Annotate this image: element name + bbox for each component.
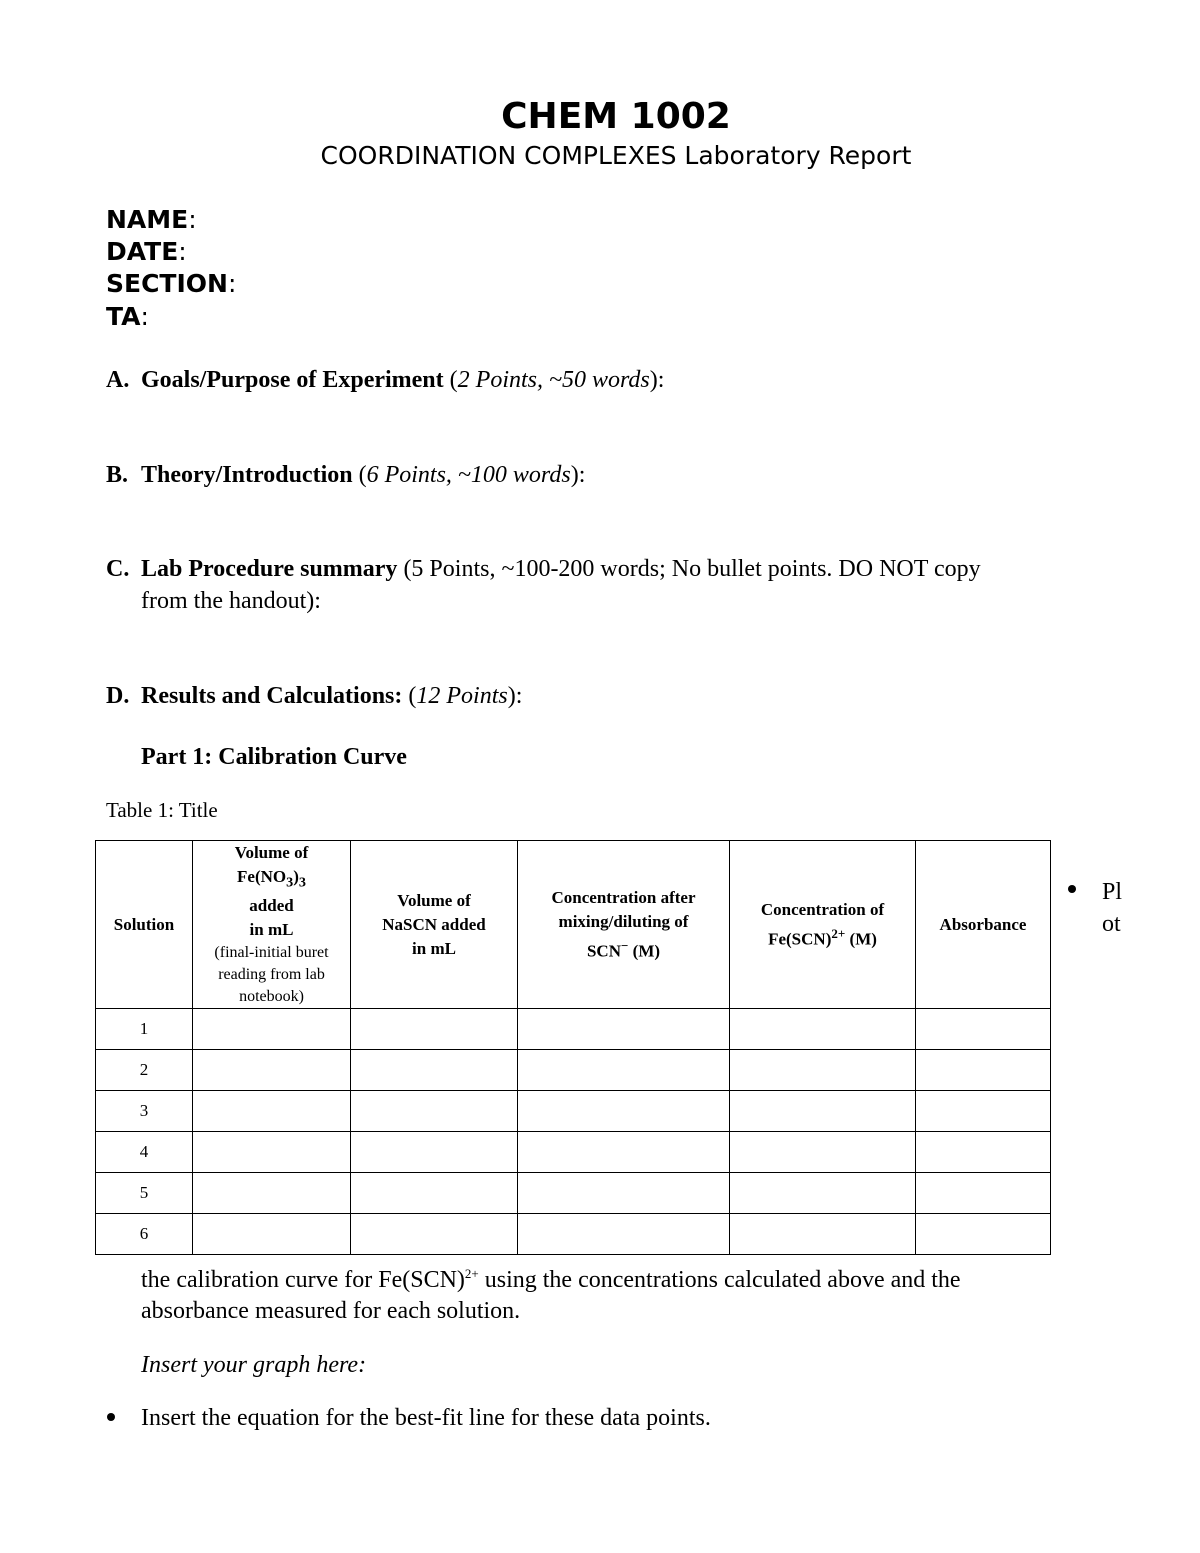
calibration-instruction-line1: the calibration curve for Fe(SCN)$^{2+}$ using the concentrations calculated above and the [141, 1266, 961, 1293]
cell-conc-fescn[interactable] [730, 1009, 916, 1050]
equation-instruction: Insert the equation for the best-fit line for these data points. [141, 1405, 711, 1431]
cell-conc-mix[interactable] [518, 1173, 730, 1214]
cell-conc-mix[interactable] [518, 1050, 730, 1091]
part1-heading: Part 1: Calibration Curve [141, 744, 407, 770]
table-row [96, 1091, 1051, 1132]
cell-conc-fescn[interactable] [730, 1050, 916, 1091]
cell-conc-mix[interactable] [518, 1214, 730, 1255]
cell-conc-mix[interactable] [518, 1009, 730, 1050]
header-concentration-fescn: Concentration of Fe(SCN)$^{2+}$ (M) [730, 841, 916, 1009]
cell-volume-nascn[interactable] [351, 1009, 518, 1050]
cell-conc-mix[interactable] [518, 1132, 730, 1173]
header-solution: Solution [96, 841, 193, 1009]
table-row [96, 1009, 1051, 1050]
table-header-row [96, 841, 1051, 1009]
cell-conc-mix[interactable] [518, 1091, 730, 1132]
header-volume-nascn: Volume of NaSCN added in mL [351, 841, 518, 1009]
bullet-icon [1068, 885, 1076, 893]
table-row [96, 1173, 1051, 1214]
section-c-heading: C. Lab Procedure summary (5 Points, ~100-200 words; No bullet points. DO NOT copy [106, 556, 981, 582]
insert-graph-prompt: Insert your graph here: [141, 1352, 367, 1378]
course-title: CHEM 1002 [501, 96, 731, 137]
cell-absorbance[interactable] [916, 1009, 1051, 1050]
cell-volume-fe[interactable] [193, 1214, 351, 1255]
table-row [96, 1050, 1051, 1091]
solution-number: 6 [96, 1214, 193, 1255]
solution-number: 2 [96, 1050, 193, 1091]
cell-volume-nascn[interactable] [351, 1173, 518, 1214]
table-caption: Table 1: Title [106, 798, 218, 822]
calibration-table [95, 840, 1051, 1255]
report-subtitle: COORDINATION COMPLEXES Laboratory Report [320, 141, 912, 170]
cell-absorbance[interactable] [916, 1091, 1051, 1132]
name-field: NAME: [106, 205, 197, 234]
cell-volume-nascn[interactable] [351, 1214, 518, 1255]
solution-number: 3 [96, 1091, 193, 1132]
header-concentration-mixing: Concentration after mixing/diluting of SCN− (M) [518, 841, 730, 1009]
table-row [96, 1214, 1051, 1255]
solution-number: 1 [96, 1009, 193, 1050]
cell-volume-fe[interactable] [193, 1173, 351, 1214]
section-field: SECTION: [106, 269, 237, 298]
header-volume-fe: Volume of $Fe(NO_3)_3$ added in mL (final-initial buret reading from lab notebook) [193, 841, 351, 1009]
solution-number: 5 [96, 1173, 193, 1214]
table-row [96, 1132, 1051, 1173]
header-absorbance: Absorbance [916, 841, 1051, 1009]
cell-conc-fescn[interactable] [730, 1132, 916, 1173]
cell-conc-fescn[interactable] [730, 1214, 916, 1255]
bullet-icon [107, 1413, 115, 1421]
cell-absorbance[interactable] [916, 1214, 1051, 1255]
cell-volume-nascn[interactable] [351, 1132, 518, 1173]
date-field: DATE: [106, 237, 187, 266]
cell-absorbance[interactable] [916, 1132, 1051, 1173]
section-b-heading: B. Theory/Introduction (6 Points, ~100 words): [106, 462, 586, 488]
plot-bullet-text: Pl ot [1102, 879, 1123, 937]
cell-volume-fe[interactable] [193, 1132, 351, 1173]
cell-absorbance[interactable] [916, 1050, 1051, 1091]
section-d-heading: D. Results and Calculations: (12 Points): [106, 683, 523, 709]
cell-volume-fe[interactable] [193, 1009, 351, 1050]
cell-volume-nascn[interactable] [351, 1091, 518, 1132]
cell-conc-fescn[interactable] [730, 1091, 916, 1132]
cell-volume-nascn[interactable] [351, 1050, 518, 1091]
cell-volume-fe[interactable] [193, 1050, 351, 1091]
solution-number: 4 [96, 1132, 193, 1173]
calibration-instruction-line2: absorbance measured for each solution. [141, 1298, 521, 1324]
section-c-continuation: from the handout): [141, 588, 321, 614]
cell-conc-fescn[interactable] [730, 1173, 916, 1214]
section-a-heading: A. Goals/Purpose of Experiment (2 Points, ~50 words): [106, 367, 665, 393]
ta-field: TA: [106, 302, 149, 331]
cell-absorbance[interactable] [916, 1173, 1051, 1214]
cell-volume-fe[interactable] [193, 1091, 351, 1132]
